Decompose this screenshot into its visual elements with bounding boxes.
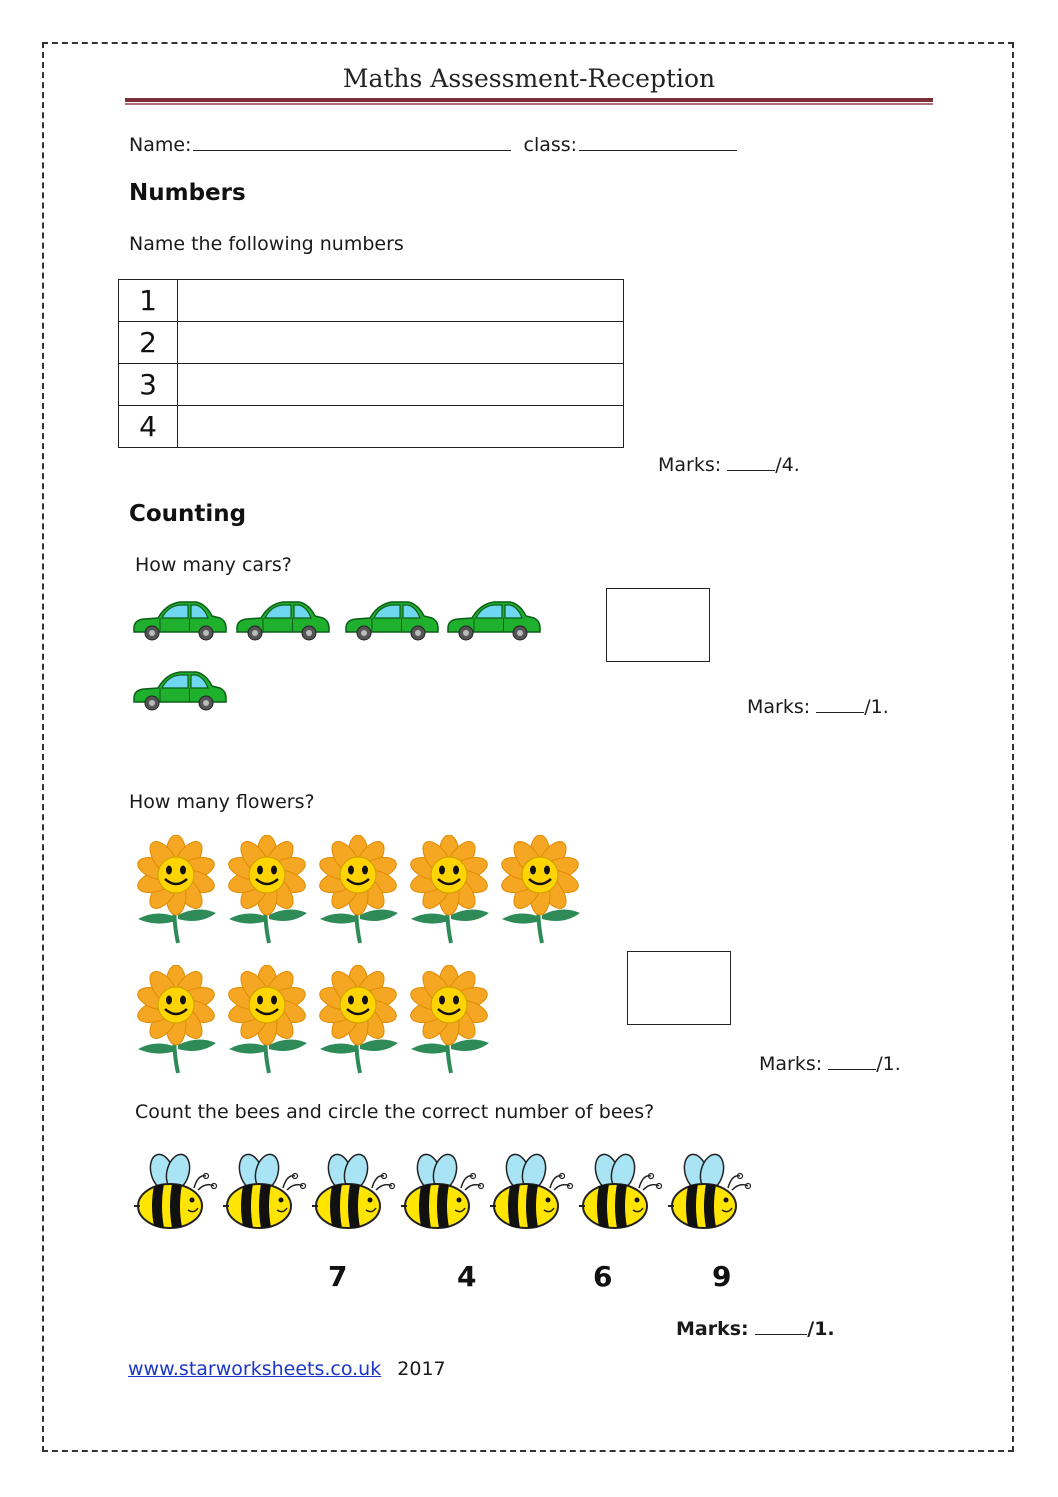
table-row [119,322,624,364]
bee-icon [401,1152,485,1238]
sunflower-icon [312,835,404,951]
flowers-marks [759,1053,901,1075]
sunflower-icon [130,965,222,1081]
number-cell: 3 [119,364,178,406]
bee-icon [312,1152,396,1238]
sunflower-icon [403,965,495,1081]
name-label: Name: [129,134,192,156]
class-label: class: [523,134,578,156]
marks-label: Marks: [676,1318,756,1340]
sunflower-icon [130,835,222,951]
number-cell: 4 [119,406,178,448]
sunflower-icon [221,965,313,1081]
marks-blank[interactable] [727,456,775,471]
counting-heading: Counting [129,501,247,527]
bees-marks [676,1318,835,1340]
car-icon [444,596,542,648]
title-rule [125,98,933,102]
table-row [119,280,624,322]
marks-total: /4. [775,454,800,476]
marks-label: Marks: [747,696,817,718]
flowers-answer-box[interactable] [627,951,731,1025]
sunflower-icon [221,835,313,951]
number-cell: 1 [119,280,178,322]
marks-label: Marks: [658,454,728,476]
bee-option-6[interactable]: 6 [593,1260,613,1293]
numbers-instruction: Name the following numbers [129,233,404,255]
car-icon [342,596,440,648]
car-icon [233,596,331,648]
bee-icon [668,1152,752,1238]
marks-total: /1. [864,696,889,718]
footer [128,1358,446,1380]
numbers-table [118,279,624,448]
bees-question: Count the bees and circle the correct number of bees? [135,1101,655,1123]
numbers-marks [658,454,800,476]
number-cell: 2 [119,322,178,364]
marks-blank[interactable] [828,1055,876,1070]
car-icon [130,666,228,718]
sunflower-icon [403,835,495,951]
cars-question: How many cars? [135,554,292,576]
table-row [119,364,624,406]
name-field [129,132,737,156]
bee-option-9[interactable]: 9 [712,1260,732,1293]
bee-option-4[interactable]: 4 [457,1260,477,1293]
numbers-heading: Numbers [129,180,246,206]
answer-cell[interactable] [178,280,624,322]
class-blank[interactable] [579,132,737,151]
bee-icon [223,1152,307,1238]
answer-cell[interactable] [178,364,624,406]
bee-icon [134,1152,218,1238]
marks-total: /1. [807,1318,835,1340]
sunflower-icon [494,835,586,951]
answer-cell[interactable] [178,406,624,448]
bee-icon [490,1152,574,1238]
flowers-question: How many flowers? [129,791,315,813]
bee-icon [579,1152,663,1238]
answer-cell[interactable] [178,322,624,364]
car-icon [130,596,228,648]
table-row [119,406,624,448]
footer-link[interactable]: www.starworksheets.co.uk [128,1358,382,1380]
marks-total: /1. [876,1053,901,1075]
marks-blank[interactable] [816,698,864,713]
marks-blank[interactable] [755,1320,807,1335]
bee-option-7[interactable]: 7 [328,1260,348,1293]
marks-label: Marks: [759,1053,829,1075]
footer-year: 2017 [397,1358,446,1380]
name-blank[interactable] [193,132,511,151]
sunflower-icon [312,965,404,1081]
cars-answer-box[interactable] [606,588,710,662]
title-rule-thin [125,103,933,105]
page-title: Maths Assessment-Reception [342,64,716,93]
cars-marks [747,696,889,718]
